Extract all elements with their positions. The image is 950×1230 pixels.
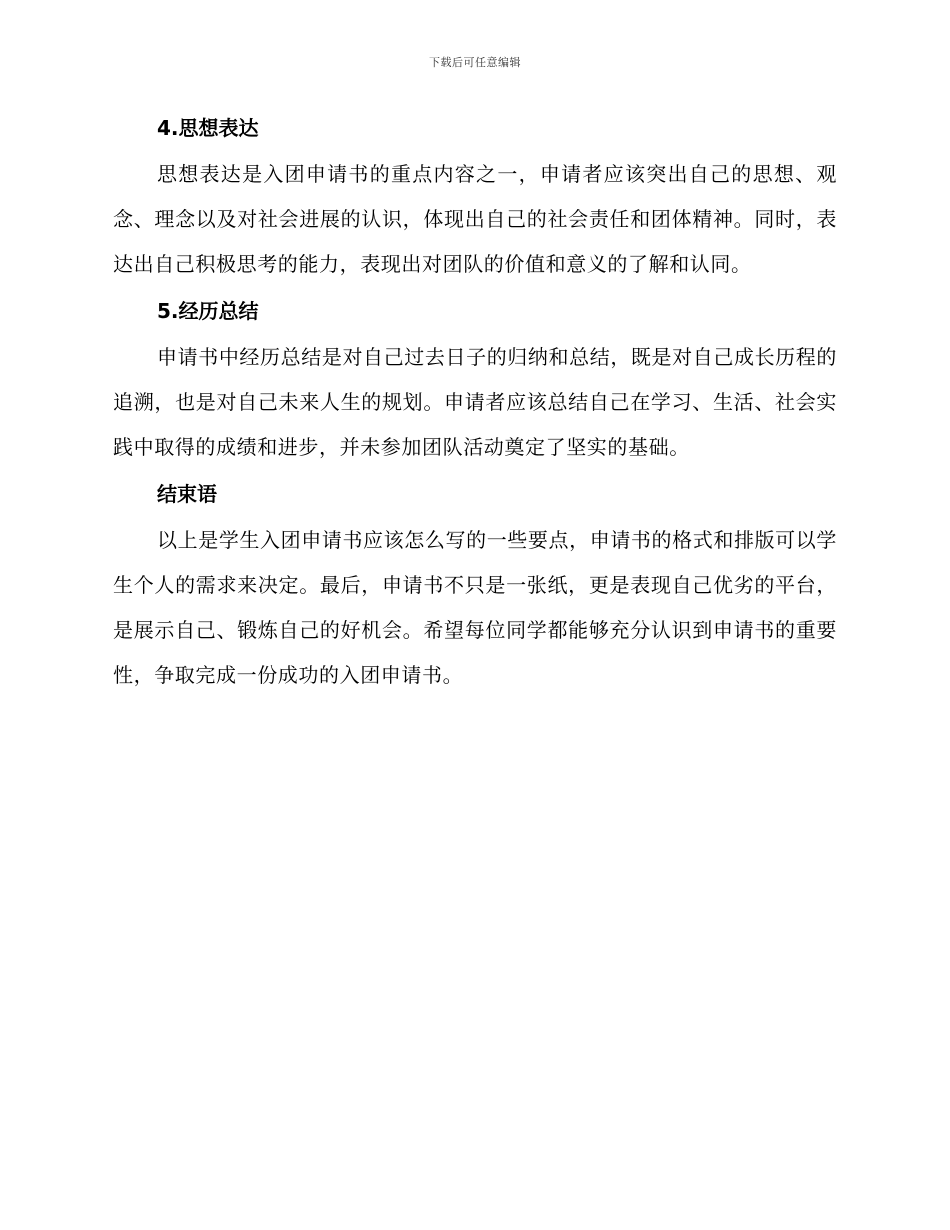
document-body bbox=[113, 110, 837, 704]
section-paragraph-conclusion: 以上是学生入团申请书应该怎么写的一些要点，申请书的格式和排版可以学生个人的需求来决定。最后，申请书不只是一张纸，更是表现自己优劣的平台，是展示自己、锻炼自己的好机会。希望每位同学都能够充分认识到申请书的重要性，争取完成一份成功的入团申请书。 bbox=[113, 528, 837, 687]
section-paragraph-experience-summary: 申请书中经历总结是对自己过去日子的归纳和总结，既是对自己成长历程的追溯，也是对自己未来人生的规划。申请者应该总结自己在学习、生活、社会实践中取得的成绩和进步，并未参加团队活动奠定了坚实的基础。 bbox=[113, 345, 837, 459]
page-header: 下载后可任意编辑 bbox=[429, 56, 521, 69]
section-heading-experience-summary: 5.经历总结 bbox=[157, 299, 259, 323]
section-paragraph-thought-expression: 思想表达是入团申请书的重点内容之一，申请者应该突出自己的思想、观念、理念以及对社会进展的认识，体现出自己的社会责任和团体精神。同时，表达出自己积极思考的能力，表现出对团队的价值和意义的了解和认同。 bbox=[113, 162, 837, 276]
section-heading-conclusion: 结束语 bbox=[157, 482, 217, 506]
section-heading-thought-expression: 4.思想表达 bbox=[157, 116, 259, 140]
